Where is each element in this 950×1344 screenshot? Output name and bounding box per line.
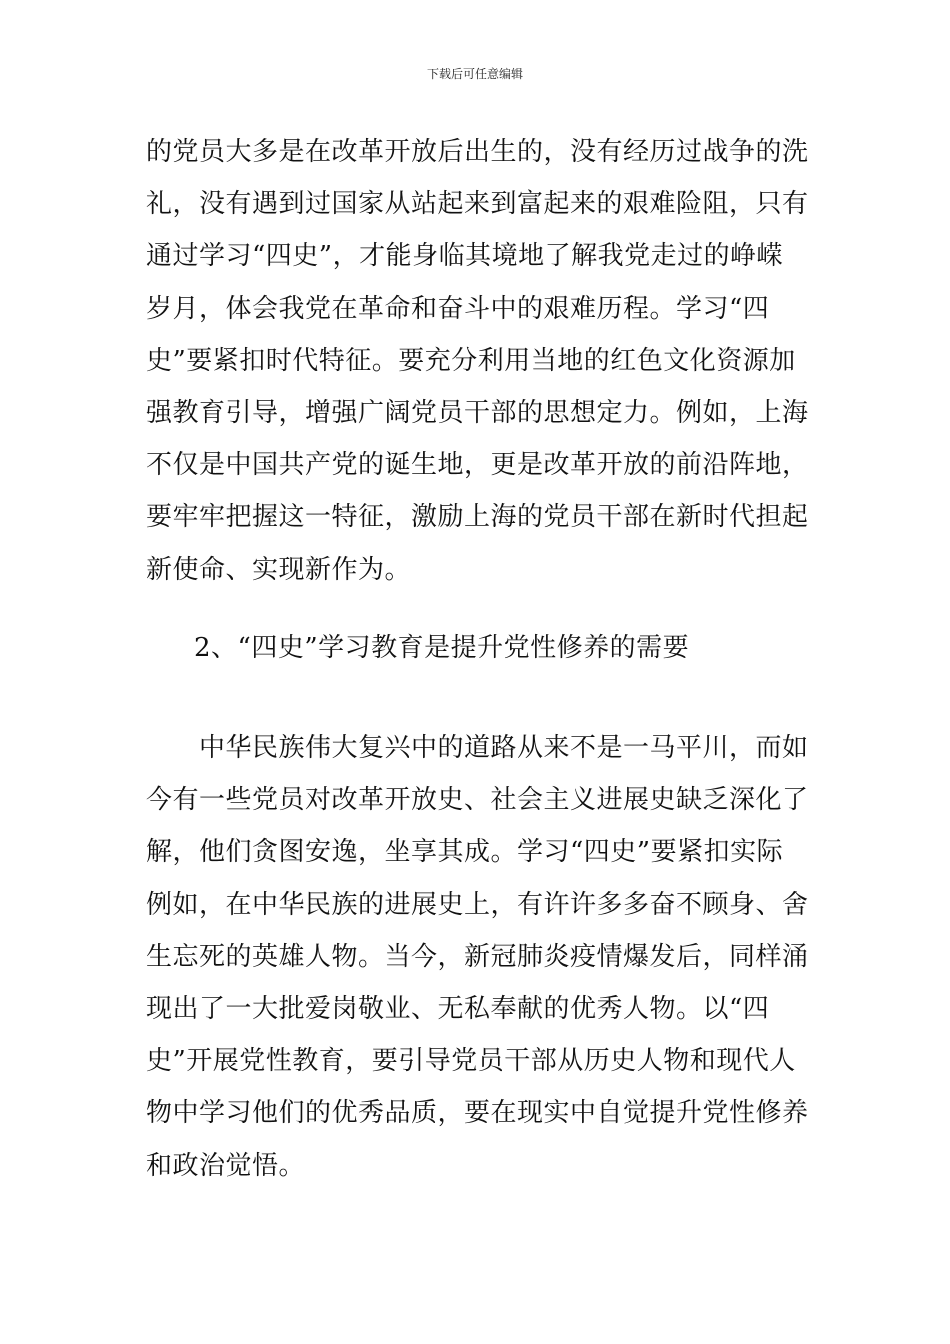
section-2-heading: 2、“四史”学习教育是提升党性修养的需要 (194, 633, 690, 663)
paragraph-1-line: 的党员大多是在改革开放后出生的，没有经历过战争的洗 (146, 137, 809, 167)
paragraph-2 (146, 722, 809, 1192)
paragraph-1-line: 要牢牢把握这一特征，激励上海的党员干部在新时代担起 (146, 502, 809, 533)
paragraph-1-line: 史”要紧扣时代特征。要充分利用当地的红色文化资源加 (146, 345, 796, 376)
paragraph-2-line: 和政治觉悟。 (146, 1150, 306, 1181)
paragraph-1-line: 新使命、实现新作为。 (146, 554, 412, 585)
paragraph-2-line: 今有一些党员对改革开放史、社会主义进展史缺乏深化了 (146, 785, 809, 816)
paragraph-2-line: 物中学习他们的优秀品质，要在现实中自觉提升党性修养 (146, 1098, 809, 1129)
paragraph-2-line: 中华民族伟大复兴中的道路从来不是一马平川，而如 (146, 733, 809, 763)
paragraph-2-line: 史”开展党性教育，要引导党员干部从历史人物和现代人 (146, 1046, 796, 1077)
paragraph-1 (146, 126, 809, 596)
page-header: 下载后可任意编辑 (426, 67, 523, 81)
paragraph-2-line: 例如，在中华民族的进展史上，有许许多多奋不顾身、舍 (146, 889, 809, 920)
paragraph-2-line: 解，他们贪图安逸，坐享其成。学习“四史”要紧扣实际 (146, 837, 784, 868)
paragraph-1-line: 礼，没有遇到过国家从站起来到富起来的艰难险阻，只有 (146, 189, 809, 220)
paragraph-1-line: 通过学习“四史”，才能身临其境地了解我党走过的峥嵘 (146, 241, 784, 272)
paragraph-1-line: 不仅是中国共产党的诞生地，更是改革开放的前沿阵地， (146, 450, 809, 481)
paragraph-2-line: 生忘死的英雄人物。当今，新冠肺炎疫情爆发后，同样涌 (146, 941, 809, 972)
paragraph-2-line: 现出了一大批爱岗敬业、无私奉献的优秀人物。以“四 (146, 993, 770, 1024)
paragraph-1-line: 强教育引导，增强广阔党员干部的思想定力。例如，上海 (146, 397, 809, 428)
paragraph-1-line: 岁月，体会我党在革命和奋斗中的艰难历程。学习“四 (146, 293, 770, 324)
